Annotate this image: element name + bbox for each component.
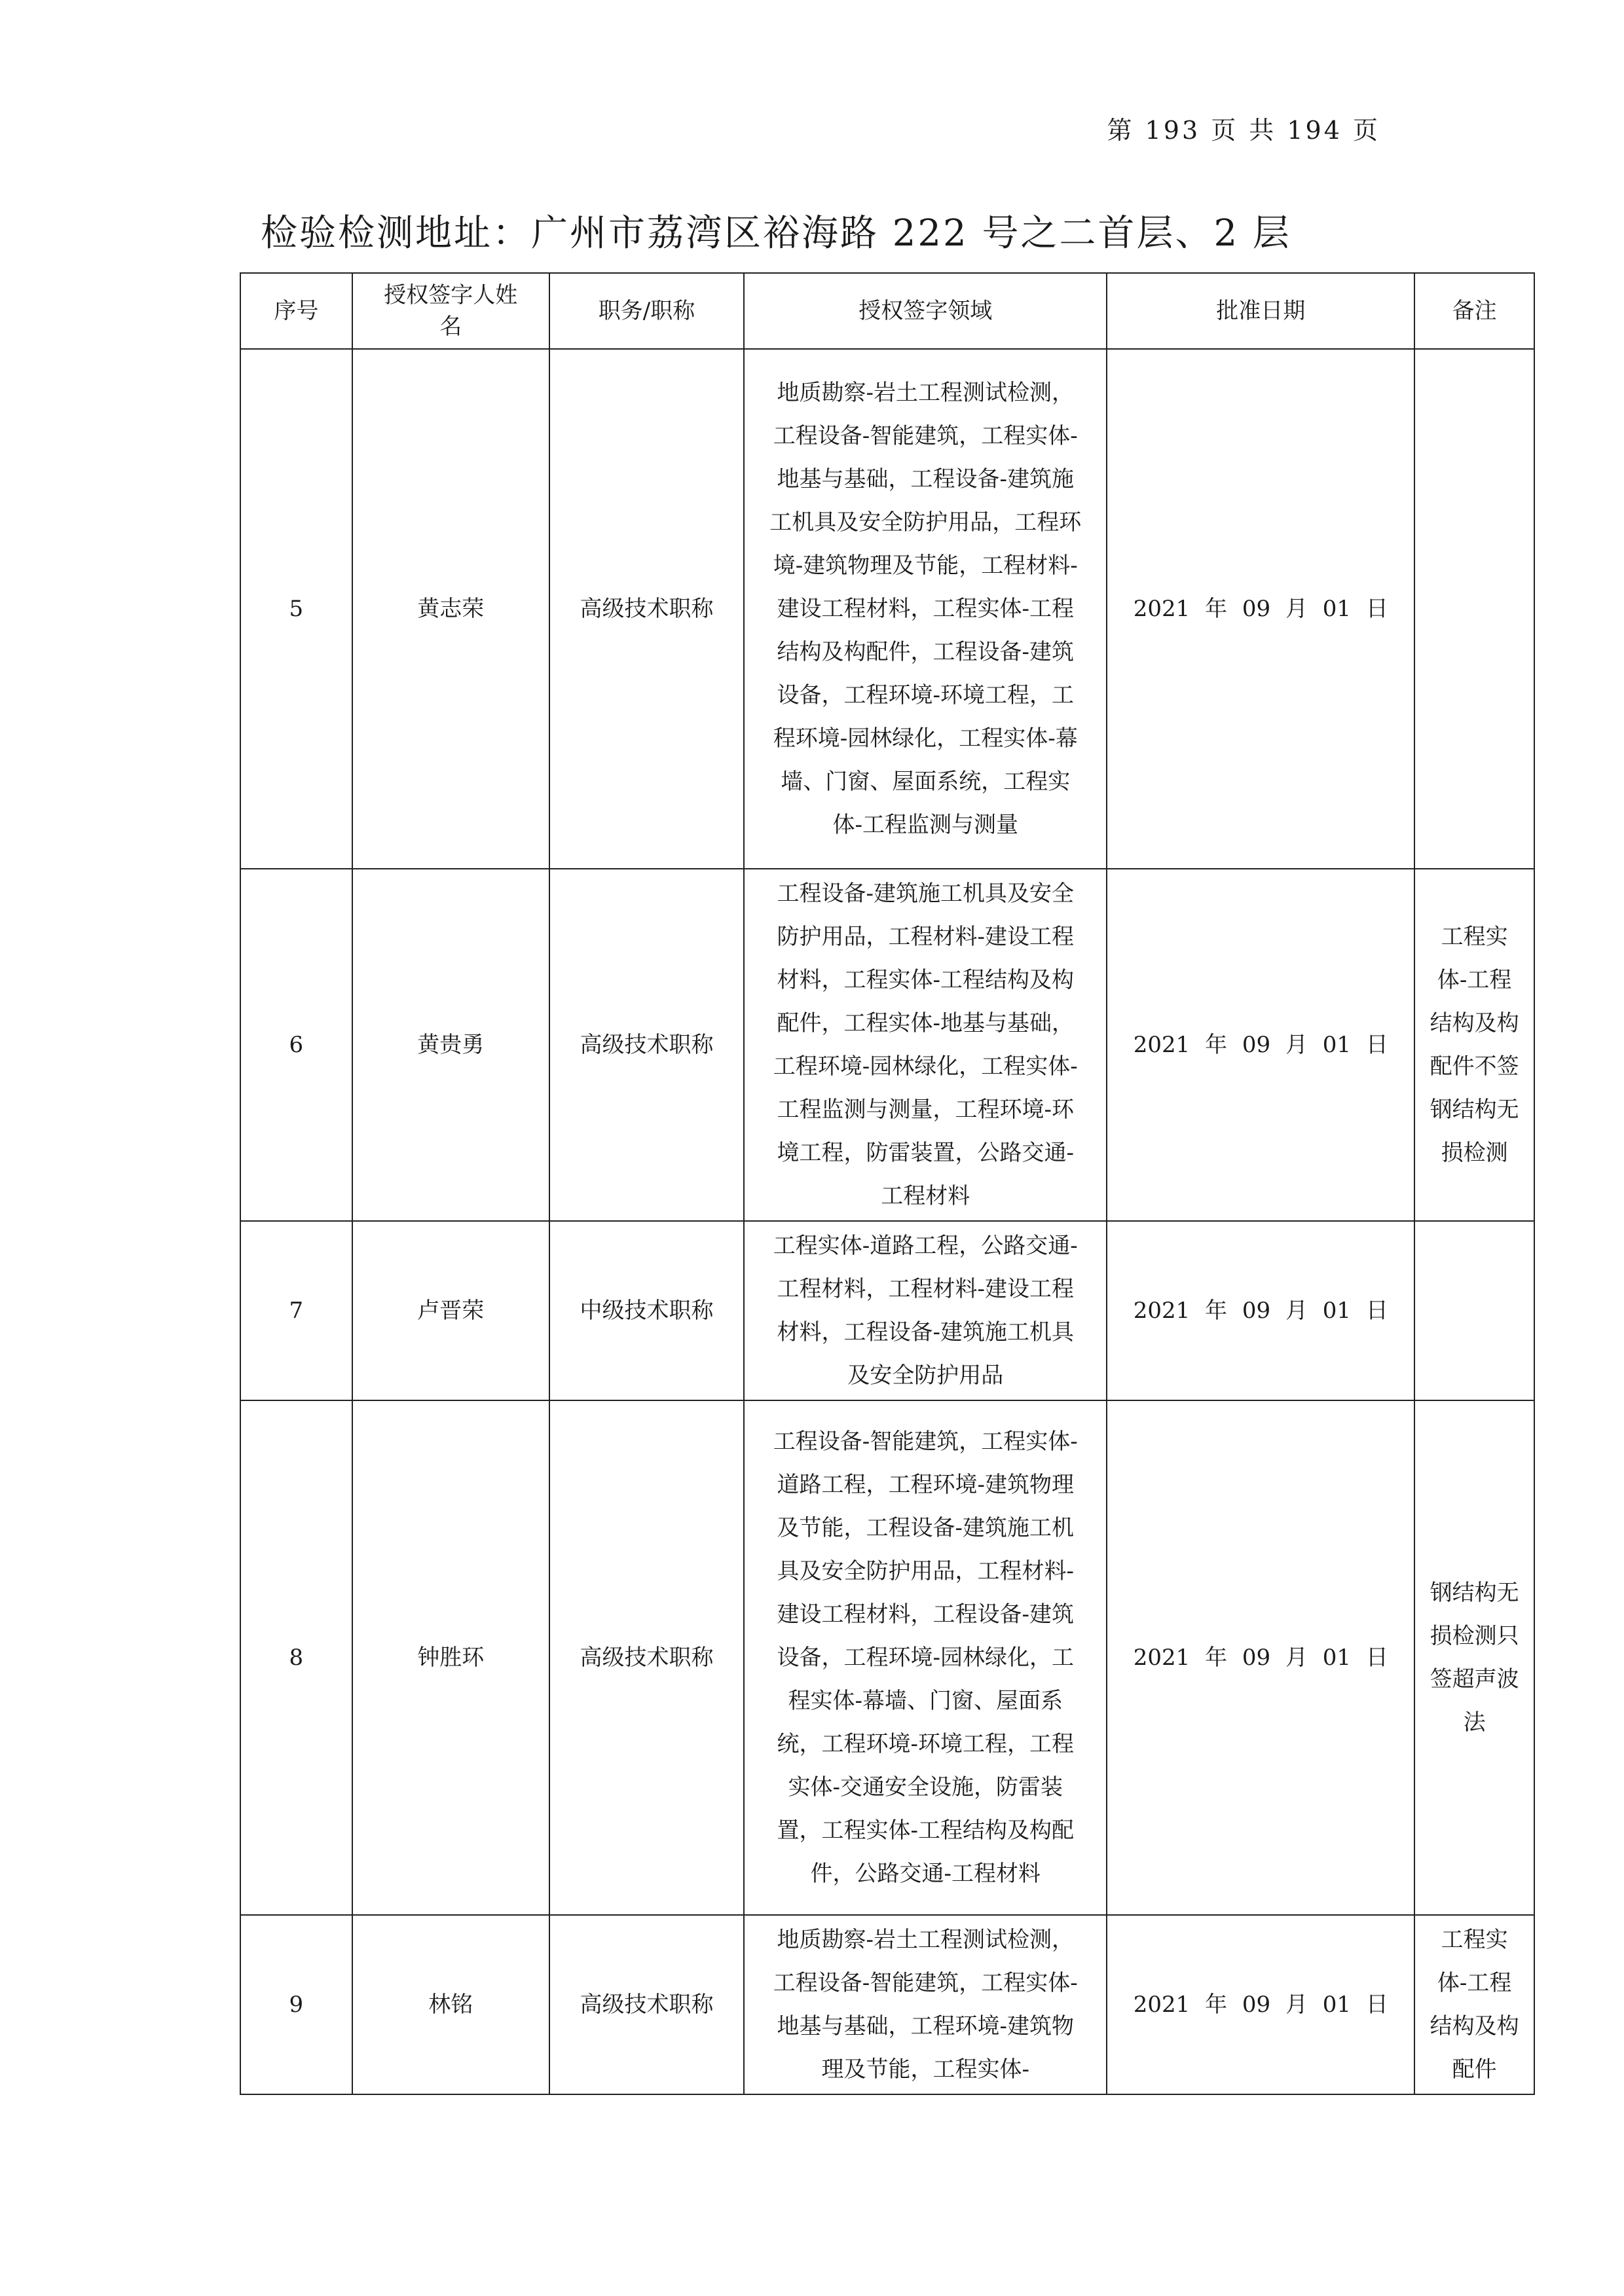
row-date: 2021 年 09 月 01 日 [1107,1915,1414,2094]
row-name: 黄志荣 [352,349,549,869]
row-note: 工程实体-工程结构及构配件 [1414,1915,1534,2094]
table-row [240,869,1534,1221]
table-row [240,1221,1534,1400]
row-title: 高级技术职称 [549,869,744,1221]
row-name: 林铭 [352,1915,549,2094]
row-date: 2021 年 09 月 01 日 [1107,349,1414,869]
header-seq: 序号 [240,273,352,349]
row-seq: 8 [240,1400,352,1915]
row-area: 地质勘察-岩土工程测试检测，工程设备-智能建筑，工程实体-地基与基础，工程环境-建筑物理及节能，工程实体- [744,1915,1107,2094]
row-seq: 7 [240,1221,352,1400]
row-name: 黄贵勇 [352,869,549,1221]
row-name: 卢晋荣 [352,1221,549,1400]
row-date: 2021 年 09 月 01 日 [1107,1400,1414,1915]
row-note [1414,1221,1534,1400]
row-name: 钟胜环 [352,1400,549,1915]
header-name: 授权签字人姓名 [352,273,549,349]
row-area: 工程实体-道路工程，公路交通-工程材料，工程材料-建设工程材料，工程设备-建筑施工机具及安全防护用品 [744,1221,1107,1400]
row-seq: 5 [240,349,352,869]
table-row [240,349,1534,869]
row-seq: 9 [240,1915,352,2094]
row-title: 高级技术职称 [549,1915,744,2094]
row-title: 中级技术职称 [549,1221,744,1400]
page-number: 第 193 页 共 194 页 [1107,116,1380,145]
row-seq: 6 [240,869,352,1221]
table-row [240,1400,1534,1915]
table-header-row [240,273,1534,349]
row-note [1414,349,1534,869]
header-title: 职务/职称 [549,273,744,349]
row-area: 工程设备-建筑施工机具及安全防护用品，工程材料-建设工程材料，工程实体-工程结构及构配件，工程实体-地基与基础，工程环境-园林绿化，工程实体-工程监测与测量，工程环境-环境工程，防雷装置，公路交通-工程材料 [744,869,1107,1221]
header-date: 批准日期 [1107,273,1414,349]
row-area: 地质勘察-岩土工程测试检测，工程设备-智能建筑，工程实体-地基与基础，工程设备-建筑施工机具及安全防护用品，工程环境-建筑物理及节能，工程材料-建设工程材料，工程实体-工程结构及构配件，工程设备-建筑设备，工程环境-环境工程，工程环境-园林绿化，工程实体-幕墙、门窗、屋面系统，工程实体-工程监测与测量 [744,349,1107,869]
row-title: 高级技术职称 [549,349,744,869]
row-title: 高级技术职称 [549,1400,744,1915]
row-note: 工程实体-工程结构及构配件不签钢结构无损检测 [1414,869,1534,1221]
address-heading: 检验检测地址：广州市荔湾区裕海路 222 号之二首层、2 层 [261,212,1291,255]
header-area: 授权签字领域 [744,273,1107,349]
signatory-table [240,272,1535,2095]
row-date: 2021 年 09 月 01 日 [1107,869,1414,1221]
row-date: 2021 年 09 月 01 日 [1107,1221,1414,1400]
row-note: 钢结构无损检测只签超声波法 [1414,1400,1534,1915]
row-area: 工程设备-智能建筑，工程实体-道路工程，工程环境-建筑物理及节能，工程设备-建筑施工机具及安全防护用品，工程材料-建设工程材料，工程设备-建筑设备，工程环境-园林绿化，工程实体-幕墙、门窗、屋面系统，工程环境-环境工程，工程实体-交通安全设施，防雷装置，工程实体-工程结构及构配件，公路交通-工程材料 [744,1400,1107,1915]
header-note: 备注 [1414,273,1534,349]
table-row [240,1915,1534,2094]
